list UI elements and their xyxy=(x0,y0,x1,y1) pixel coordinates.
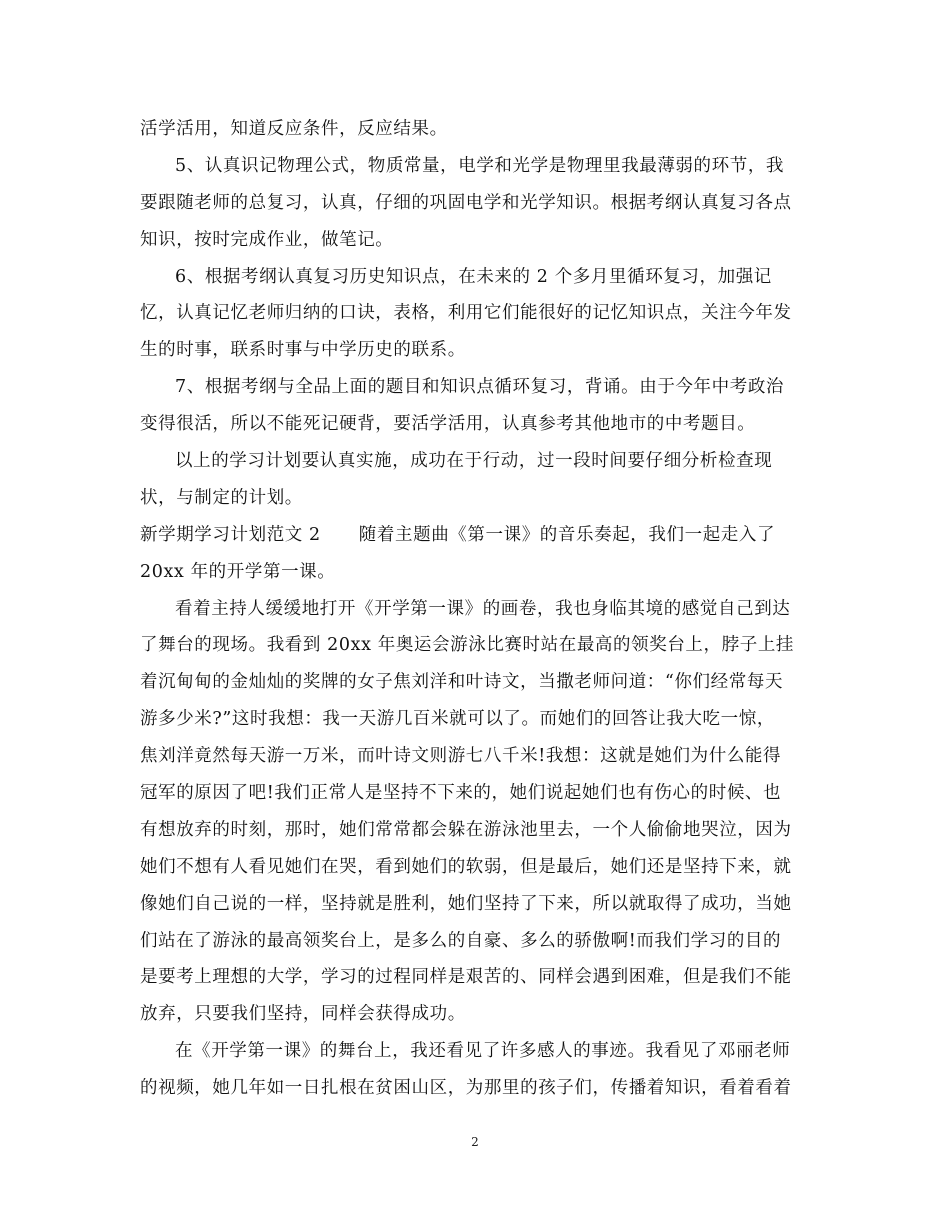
text-line: 7、根据考纲与全品上面的题目和知识点循环复习，背诵。由于今年中考政治 xyxy=(175,377,785,398)
text-line: 有想放弃的时刻，那时，她们常常都会躲在游泳池里去，一个人偷偷地哭泣，因为 xyxy=(140,819,792,840)
text-line: 要跟随老师的总复习，认真，仔细的巩固电学和光学知识。根据考纲认真复习各点 xyxy=(140,192,792,213)
text-line: 了舞台的现场。我看到 20xx 年奥运会游泳比赛时站在最高的领奖台上，脖子上挂 xyxy=(140,635,795,656)
text-line: 她们不想有人看见她们在哭，看到她们的软弱，但是最后，她们还是坚持下来，就 xyxy=(140,856,792,877)
page-number: 2 xyxy=(471,1135,479,1149)
text-line: 忆，认真记忆老师归纳的口诀，表格，利用它们能很好的记忆知识点，关注今年发 xyxy=(140,303,792,324)
text-line: 20xx 年的开学第一课。 xyxy=(140,561,336,582)
text-line: 状，与制定的计划。 xyxy=(140,487,303,508)
text-line: 们站在了游泳的最高领奖台上，是多么的自豪、多么的骄傲啊!而我们学习的目的 xyxy=(140,930,782,951)
text-line: 生的时事，联系时事与中学历史的联系。 xyxy=(140,340,466,361)
text-line: 5、认真识记物理公式，物质常量，电学和光学是物理里我最薄弱的环节，我 xyxy=(175,155,785,176)
text-line: 6、根据考纲认真复习历史知识点，在未来的 2 个多月里循环复习，加强记 xyxy=(175,266,772,287)
text-line: 的视频，她几年如一日扎根在贫困山区，为那里的孩子们，传播着知识，看着看着 xyxy=(140,1078,792,1099)
text-line: 知识，按时完成作业，做笔记。 xyxy=(140,229,394,250)
text-line: 在《开学第一课》的舞台上，我还看见了许多感人的事迹。我看见了邓丽老师 xyxy=(175,1041,791,1062)
text-line: 变得很活，所以不能死记硬背，要活学活用，认真参考其他地市的中考题目。 xyxy=(140,414,756,435)
section-heading: 新学期学习计划范文 2 xyxy=(140,524,321,545)
text-line: 着沉甸甸的金灿灿的奖牌的女子焦刘洋和叶诗文，当撒老师问道：“你们经常每天 xyxy=(140,672,784,693)
text-line: 是要考上理想的大学，学习的过程同样是艰苦的、同样会遇到困难，但是我们不能 xyxy=(140,967,792,988)
text-line: 看着主持人缓缓地打开《开学第一课》的画卷，我也身临其境的感觉自己到达 xyxy=(175,598,791,619)
text-line: 放弃，只要我们坚持，同样会获得成功。 xyxy=(140,1004,466,1025)
text-line: 随着主题曲《第一课》的音乐奏起，我们一起走入了 xyxy=(358,524,776,545)
text-line: 游多少米?”这时我想：我一天游几百米就可以了。而她们的回答让我大吃一惊， xyxy=(140,709,775,730)
text-line: 焦刘洋竟然每天游一万米，而叶诗文则游七八千米!我想：这就是她们为什么能得 xyxy=(140,746,782,767)
document-body xyxy=(140,111,812,1107)
section-heading-line xyxy=(140,517,812,554)
text-line: 像她们自己说的一样，坚持就是胜利，她们坚持了下来，所以就取得了成功，当她 xyxy=(140,893,792,914)
text-line: 冠军的原因了吧!我们正常人是坚持不下来的，她们说起她们也有伤心的时候、也 xyxy=(140,783,782,804)
text-line: 活学活用，知道反应条件，反应结果。 xyxy=(140,119,448,139)
text-line: 以上的学习计划要认真实施，成功在于行动，过一段时间要仔细分析检查现 xyxy=(175,451,773,472)
